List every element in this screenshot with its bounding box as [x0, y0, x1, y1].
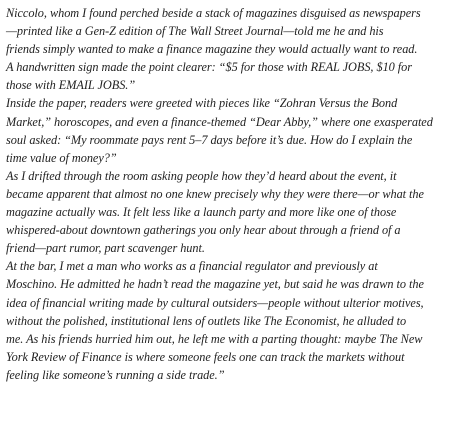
text-line: —printed like a Gen-Z edition of The Wall Street Journal—told me he and his [6, 24, 384, 39]
text-line: magazine actually was. It felt less like a launch party and more like one of those [6, 205, 397, 220]
text-line: York Review of Finance is where someone feels one can track the markets without [6, 349, 405, 364]
text-line: idea of financial writing made by cultural outsiders—people without ulterior motives, [6, 295, 424, 310]
text-line: friends simply wanted to make a finance magazine they would actually want to read. [6, 42, 418, 57]
paragraph-inside-paper [6, 94, 472, 166]
article-body [6, 4, 472, 384]
text-line: soul asked: “My roommate pays rent 5–7 days before it’s due. How do I explain the [6, 132, 413, 147]
text-line: Niccolo, whom I found perched beside a stack of magazines disguised as newspapers [6, 6, 421, 20]
text-line: friend—part rumor, part scavenger hunt. [6, 241, 205, 256]
text-line: those with EMAIL JOBS.” [6, 78, 136, 93]
paragraph-at-the-bar [6, 257, 472, 384]
text-line: whispered-about downtown gatherings you only hear about through a friend of a [6, 223, 401, 238]
text-line: me. As his friends hurried him out, he left me with a parting thought: maybe The New [6, 331, 423, 346]
text-line: As I drifted through the room asking people how they’d heard about the event, it [6, 168, 397, 183]
text-line: Moschino. He admitted he hadn’t read the magazine yet, but said he was drawn to the [6, 277, 424, 292]
paragraph-drifted [6, 167, 472, 257]
paragraph-niccolo [6, 4, 472, 94]
text-line: feeling like someone’s running a side trade.” [6, 367, 225, 382]
text-line: Inside the paper, readers were greeted with pieces like “Zohran Versus the Bond [6, 96, 398, 111]
text-line: A handwritten sign made the point clearer: “$5 for those with REAL JOBS, $10 for [6, 60, 412, 75]
text-line: Market,” horoscopes, and even a finance-themed “Dear Abby,” where one exasperated [6, 114, 433, 129]
text-line: time value of money?” [6, 150, 117, 165]
text-line: became apparent that almost no one knew precisely why they were there—or what the [6, 186, 424, 201]
text-line: without the polished, institutional lens of outlets like The Economist, he alluded to [6, 313, 407, 328]
text-line: At the bar, I met a man who works as a financial regulator and previously at [6, 259, 378, 274]
